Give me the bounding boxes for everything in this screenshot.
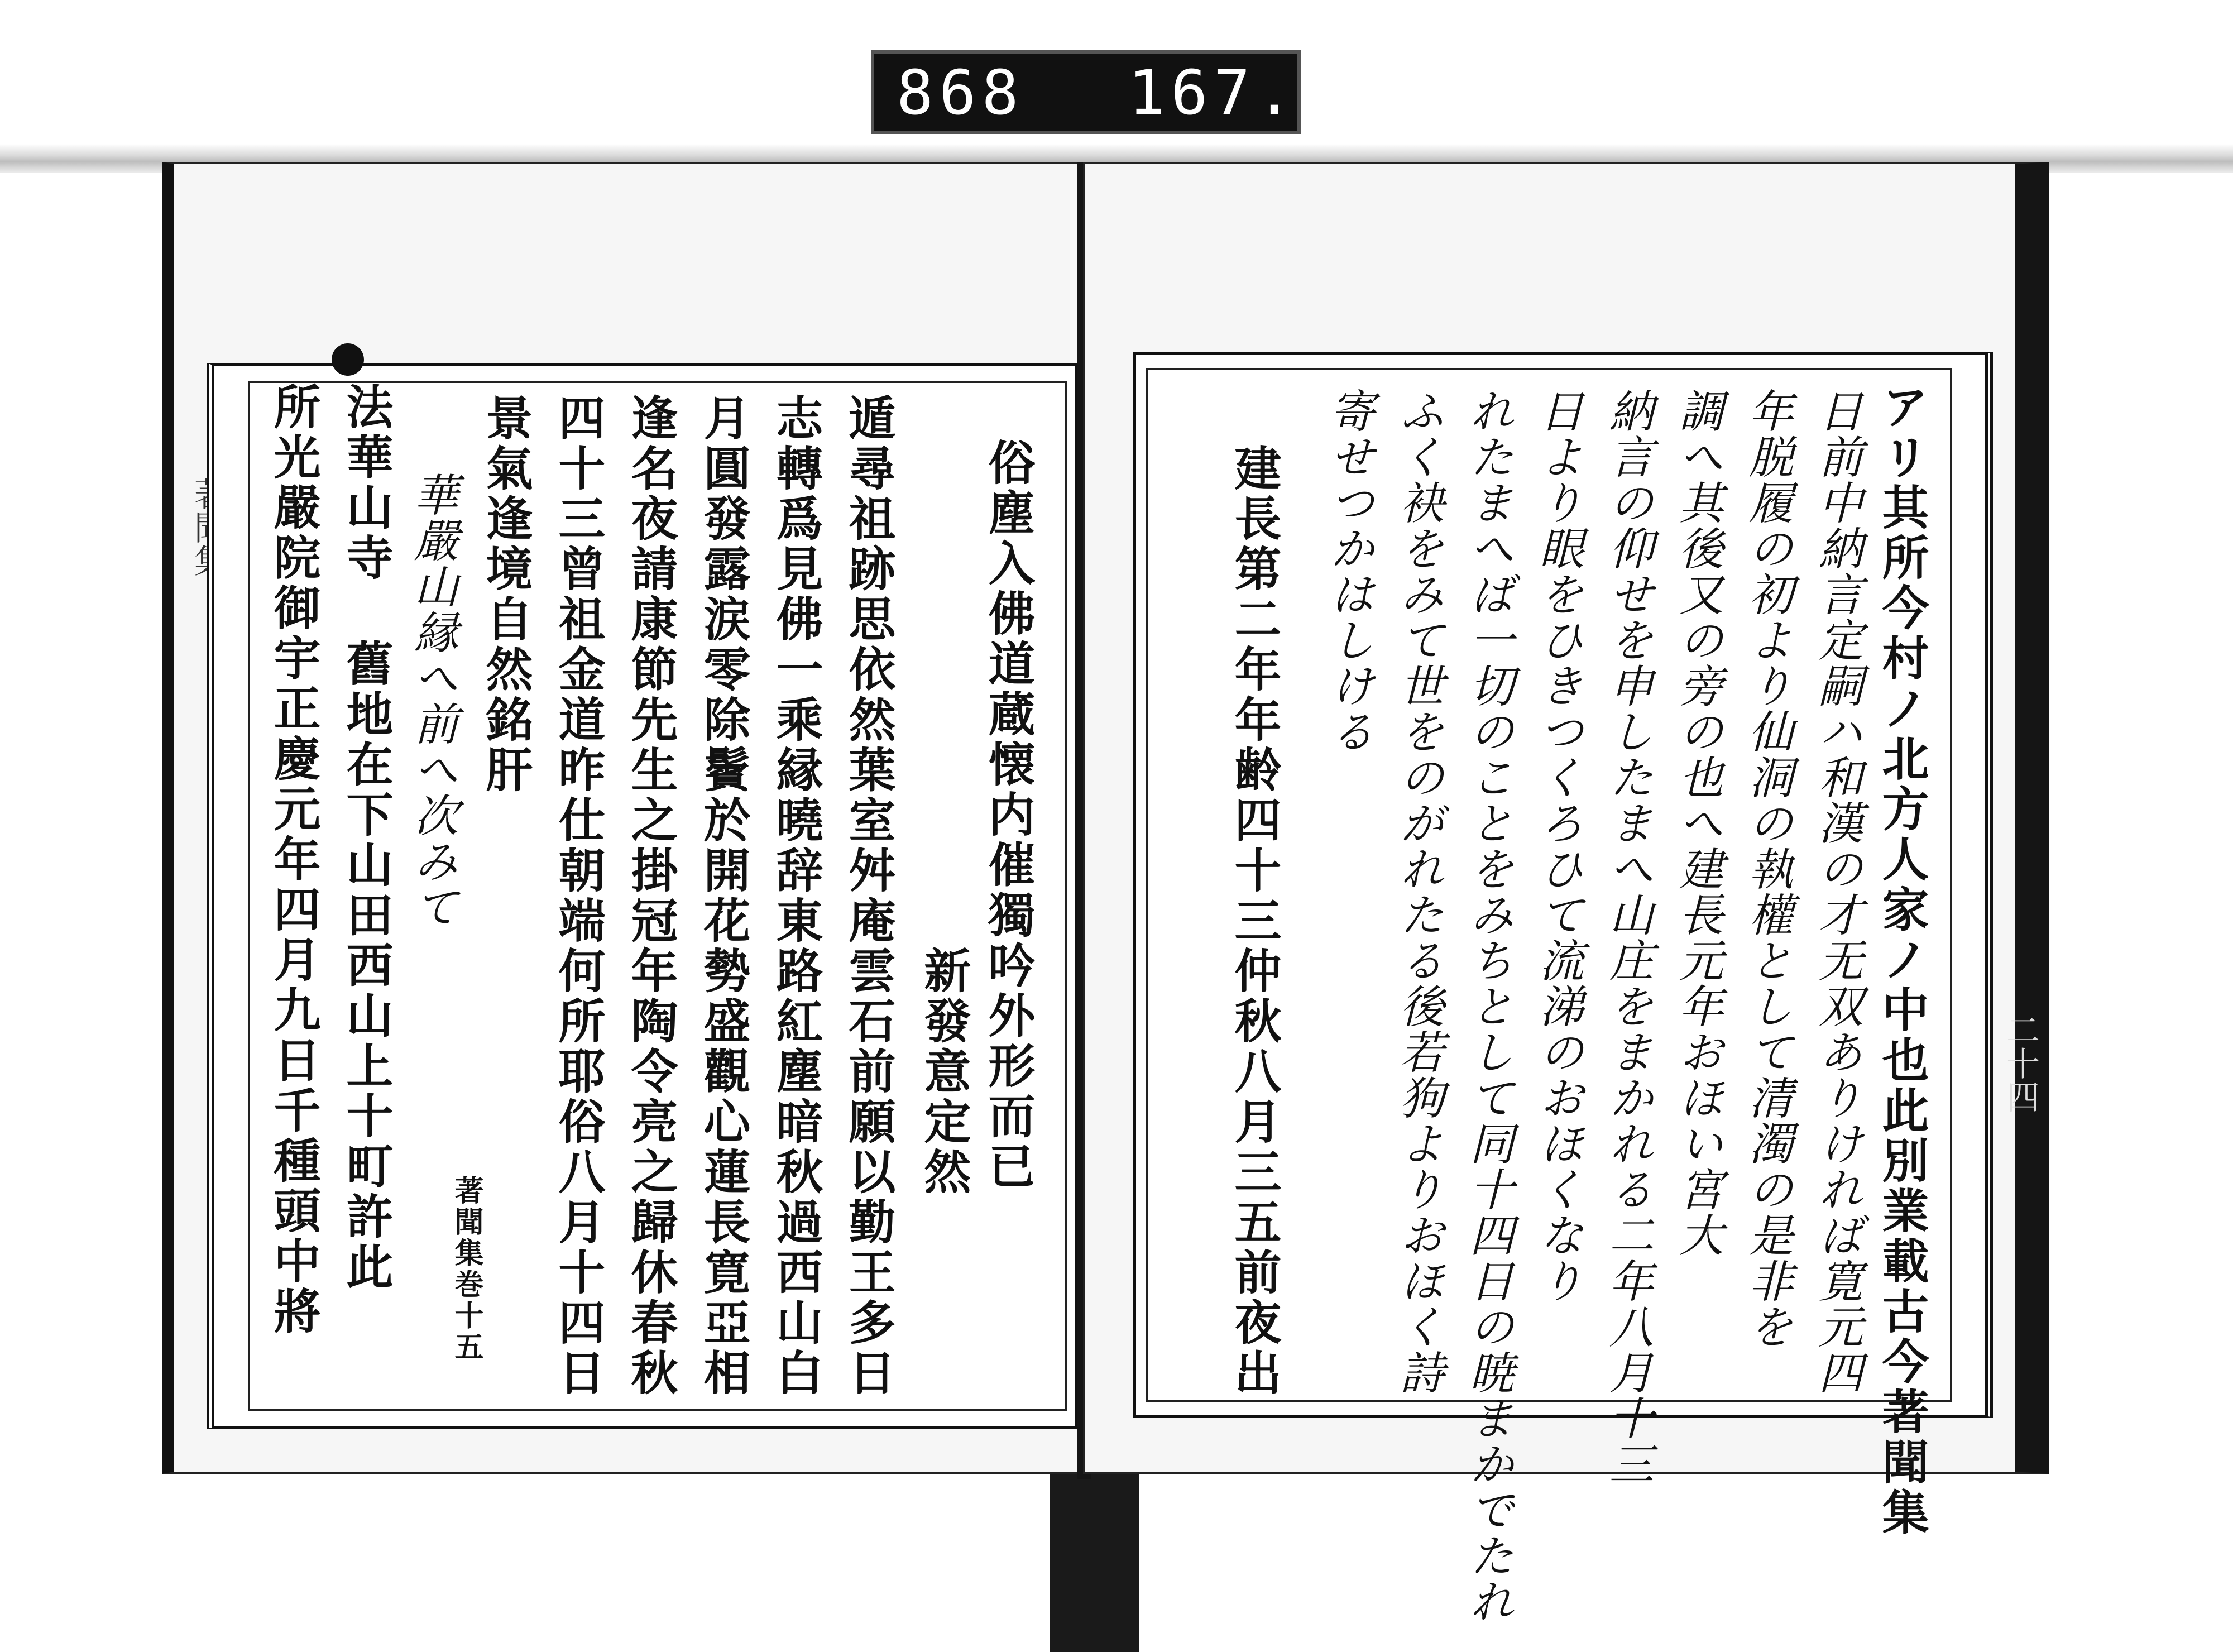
left-col-9: 華嚴山縁へ前へ次みて <box>406 472 458 930</box>
left-col-5: 月圓發露涙零除鬢於開花勢盛觀心蓮長寛亞相 <box>696 394 751 1399</box>
right-col-6: 日より眼をひきつくろひて流涕のおほくなり <box>1532 388 1584 1304</box>
left-col-1: 俗塵入佛道蔵懐内催獨吟外形而已 <box>981 438 1036 1192</box>
left-col-6: 逢名夜請康節先生之掛冠年陶令亮之歸休春秋 <box>624 394 679 1399</box>
left-col-12: 所光嚴院御宇正慶元年四月九日千種頭中將 <box>266 382 322 1337</box>
catalog-number-left: 868 <box>897 57 1024 128</box>
right-col-5: 納言の仰せを申したまへ山庄をまかれる二年八月十三 <box>1602 388 1654 1487</box>
right-col-9: 寄せつかはしける <box>1322 388 1374 754</box>
left-col-8: 景氣逢境自然銘肝 <box>478 394 534 796</box>
left-col-4: 志轉爲見佛一乘縁曉辞東路紅塵暗秋過西山白 <box>769 394 824 1399</box>
right-page-text-frame <box>1133 352 1993 1624</box>
left-col-source-note: 著聞集巻十五 <box>449 1175 483 1363</box>
left-page-text-frame <box>207 363 1077 1429</box>
right-col-3: 年脱履の初より仙洞の執權として清濁の是非を <box>1741 388 1793 1349</box>
left-col-10: 法華山寺 <box>339 382 394 583</box>
left-col-11: 舊地在下山田西山上十町許此 <box>339 639 394 1292</box>
right-col-7: れたまへば一切のことをみちとして同十四日の暁まかでたれ <box>1462 388 1514 1624</box>
left-col-7: 四十三曾祖金道昨仕朝端何所耶俗八月十四日 <box>551 394 606 1399</box>
book-stand <box>1050 1474 1139 1652</box>
left-col-2: 新發意定然 <box>917 946 972 1198</box>
catalog-label <box>871 50 1301 134</box>
open-book <box>162 162 2060 1624</box>
right-col-8: ふく袂をみて世をのがれたる後若狗よりおほく詩 <box>1392 388 1444 1395</box>
right-col-10: 建長第二年年齢四十三仲秋八月三五前夜出 <box>1227 444 1282 1399</box>
bullet-mark <box>332 343 364 376</box>
catalog-number-right: 167. <box>1128 57 1298 128</box>
right-col-1: アリ其所今村ノ北方人家ノ中也此別業載古今著聞集 <box>1875 382 1930 1538</box>
right-col-4: 調へ其後又の旁の也へ建長元年おほい宮大 <box>1671 388 1723 1258</box>
right-col-2: 日前中納言定嗣ハ和漢の才无双ありければ寛元四 <box>1811 388 1863 1395</box>
left-col-3: 遁尋祖跡思依然葉室舛庵雲石前願以勤王多日 <box>841 394 897 1399</box>
right-page-margin-number: 二十四 <box>2001 1013 2040 1113</box>
